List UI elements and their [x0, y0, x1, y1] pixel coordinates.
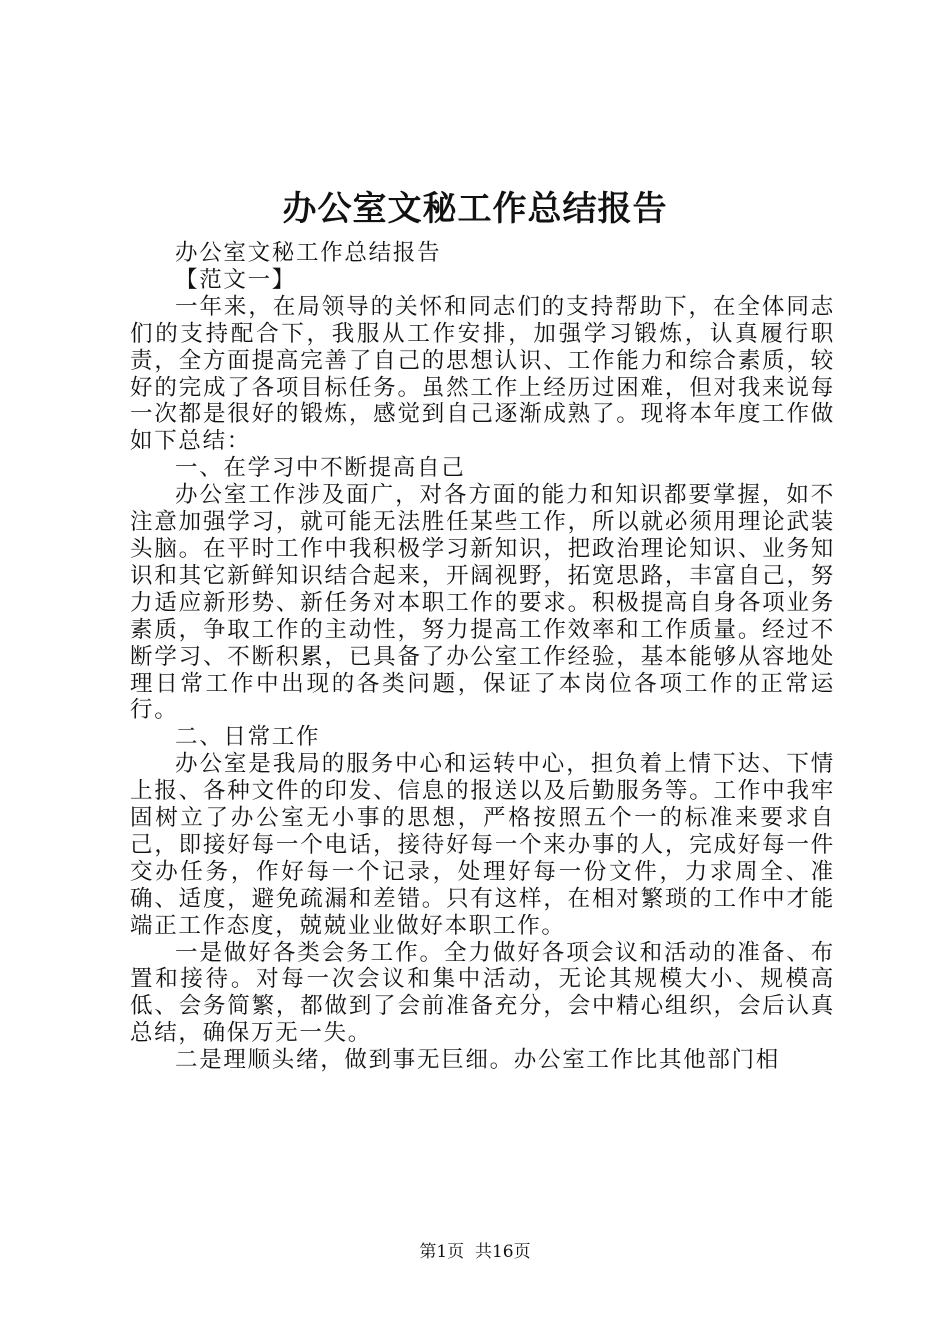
page-number: 第1页 共16页 — [419, 1242, 531, 1262]
document-title: 办公室文秘工作总结报告 — [282, 189, 668, 229]
paragraph-intro: 一年来，在局领导的关怀和同志们的支持帮助下，在全体同志们的支持配合下，我服从工作安排，加强学习锻炼，认真履行职责，全方面提高完善了自己的思想认识、工作能力和综合素质，较好的完成了各项目标任务。虽然工作上经历过困难，但对我来说每一次都是很好的锻炼，感觉到自己逐渐成熟了。现将本年度工作做如下总结： — [130, 293, 835, 455]
page-footer — [0, 1241, 950, 1263]
document-body — [130, 240, 835, 1074]
paragraph-daily-work: 办公室是我局的服务中心和运转中心，担负着上情下达、下情上报、各种文件的印发、信息的报送以及后勤服务等。工作中我牢固树立了办公室无小事的思想，严格按照五个一的标准来要求自己，即接好每一个电话，接待好每一个来办事的人，完成好每一件交办任务，作好每一个记录，处理好每一份文件，力求周全、准确、适度，避免疏漏和差错。只有这样，在相对繁琐的工作中才能端正工作态度，兢兢业业做好本职工作。 — [130, 751, 835, 939]
section-heading-daily-work: 二、日常工作 — [175, 724, 321, 751]
paragraph-subtitle: 办公室文秘工作总结报告 — [175, 240, 442, 266]
paragraph-meetings: 一是做好各类会务工作。全力做好各项会议和活动的准备、布置和接待。对每一次会议和集中活动，无论其规模大小、规模高低、会务简繁，都做到了会前准备充分，会中精心组织，会后认真总结，确保万无一失。 — [130, 939, 835, 1047]
paragraph-sample-label: 【范文一】 — [175, 266, 297, 293]
paragraph-learning: 办公室工作涉及面广，对各方面的能力和知识都要掌握，如不注意加强学习，就可能无法胜任某些工作，所以就必须用理论武装头脑。在平时工作中我积极学习新知识，把政治理论知识、业务知识和其它新鲜知识结合起来，开阔视野，拓宽思路，丰富自己，努力适应新形势、新任务对本职工作的要求。积极提高自身各项业务素质，争取工作的主动性，努力提高工作效率和工作质量。经过不断学习、不断积累，已具备了办公室工作经验，基本能够从容地处理日常工作中出现的各类问题，保证了本岗位各项工作的正常运行。 — [130, 482, 835, 724]
paragraph-organize: 二是理顺头绪，做到事无巨细。办公室工作比其他部门相 — [175, 1047, 781, 1074]
section-heading-learning: 一、在学习中不断提高自己 — [175, 455, 466, 482]
